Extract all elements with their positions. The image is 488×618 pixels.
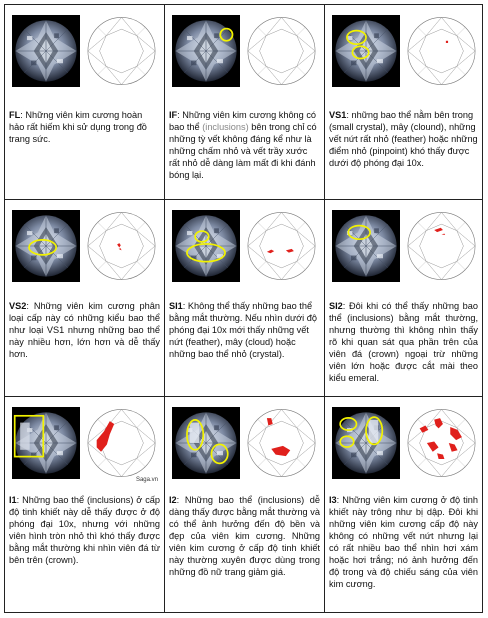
grade-cell-si1 (165, 200, 325, 397)
grade-cell-i2 (165, 397, 325, 612)
inclusion-plot-diagram (85, 405, 158, 481)
diamond-photo (12, 15, 80, 87)
diamond-photo (332, 210, 400, 282)
grade-description: I1: Những bao thể (inclusions) ở cấp độ tinh khiết này dễ thấy được ở độ phóng đại 10x, nhưng với những viên hình tròn nhỏ thì khó thấy được bằng mắt thường khi nhìn viên đá từ bên trên (crown). (9, 495, 161, 565)
inclusion-plot-diagram (245, 405, 318, 481)
grade-label: IF (169, 110, 178, 120)
grade-description: VS1: những bao thể nằm bên trong (small crystal), mây (clound), những vết nứt rất nhỏ (feather) hoặc những điểm nhỏ (pinpoint) khó thấy được dưới độ phóng đại 10x. (329, 110, 478, 168)
inclusion-plot-diagram (85, 208, 158, 284)
inclusion-plot-diagram (245, 208, 318, 284)
image-credit: Saga.vn (135, 477, 158, 483)
grade-description: FL: Những viên kim cương hoàn hảo rất hiếm khi sử dụng trong đồ trang sức. (9, 110, 147, 144)
grade-cell-i1 (5, 397, 165, 612)
grade-cell-vs1 (325, 5, 482, 200)
diamond-photo (332, 407, 400, 479)
grade-cell-if (165, 5, 325, 200)
inclusion-plot-diagram (85, 13, 158, 89)
grade-description: I2: Những bao thể (inclusions) dễ dàng thấy được bằng mắt thường và có thể ảnh hưởng đến độ bền và đẹp của viên kim cương. Những viên kim cương ở cấp độ tinh khiết này thường xuyên được dùng trong những đồ nữ trang giảm giá. (169, 495, 321, 577)
diamond-photo (12, 407, 80, 479)
grade-description: IF: Những viên kim cương không có bao thể (inclusions) bên trong chỉ có những tỳ vết không đáng kể như là những chấm nhỏ và vết trầy xước rất nhỏ dễ dàng làm mất đi khi đánh bóng lại. (169, 110, 317, 180)
grade-label: FL (9, 110, 21, 120)
grade-description: SI1: Không thể thấy những bao thể bằng mắt thường. Nếu nhìn dưới độ phóng đại 10x mới thấy những vết nứt (feather), mây (cloud) hoặc những bao thể nhỏ (crystal). (169, 301, 317, 359)
grade-label: I3 (329, 495, 337, 505)
clarity-grade-table (4, 4, 483, 613)
grade-cell-si2 (325, 200, 482, 397)
grade-cell-fl (5, 5, 165, 200)
grade-label: VS1 (329, 110, 347, 120)
grade-cell-vs2 (5, 200, 165, 397)
diamond-photo (172, 407, 240, 479)
grade-description: I3: Những viên kim cương ở độ tinh khiết này trông như bị dập. Đôi khi những viên kim cương cấp độ này không có những vết nứt nhưng lại có rất nhiều bao thể nhìn hơi xám hoặc hơi trắng; nó ảnh hưởng đến độ trong và độ chiếu sáng của viên kim cương. (329, 495, 478, 589)
diamond-photo (172, 15, 240, 87)
grade-label: VS2 (9, 301, 27, 311)
inclusion-plot-diagram (245, 13, 318, 89)
inclusion-plot-diagram (405, 405, 478, 481)
grade-description: VS2: Những viên kim cương phân loại cấp này có những kiểu bao thể như loại VS1 nhưng những bao thể này nhiều hơn, lớn hơn và dễ thấy hơn. (9, 301, 160, 359)
inclusion-plot-diagram (405, 13, 478, 89)
diamond-photo (12, 210, 80, 282)
grade-cell-i3 (325, 397, 482, 612)
grade-label: SI1 (169, 301, 183, 311)
grade-label: I1 (9, 495, 17, 505)
diamond-photo (172, 210, 240, 282)
diamond-photo (332, 15, 400, 87)
grade-label: I2 (169, 495, 177, 505)
inclusion-plot-diagram (405, 208, 478, 284)
grade-description: SI2: Đôi khi có thể thấy những bao thể (inclusions) bằng mắt thường, nhưng thường thì không nhìn thấy rõ khi quan sát qua phần trên của viên đá (crown) ngoại trừ những viên lớn hoặc được cắt mài theo kiểu emeral. (329, 301, 479, 383)
grade-label: SI2 (329, 301, 343, 311)
